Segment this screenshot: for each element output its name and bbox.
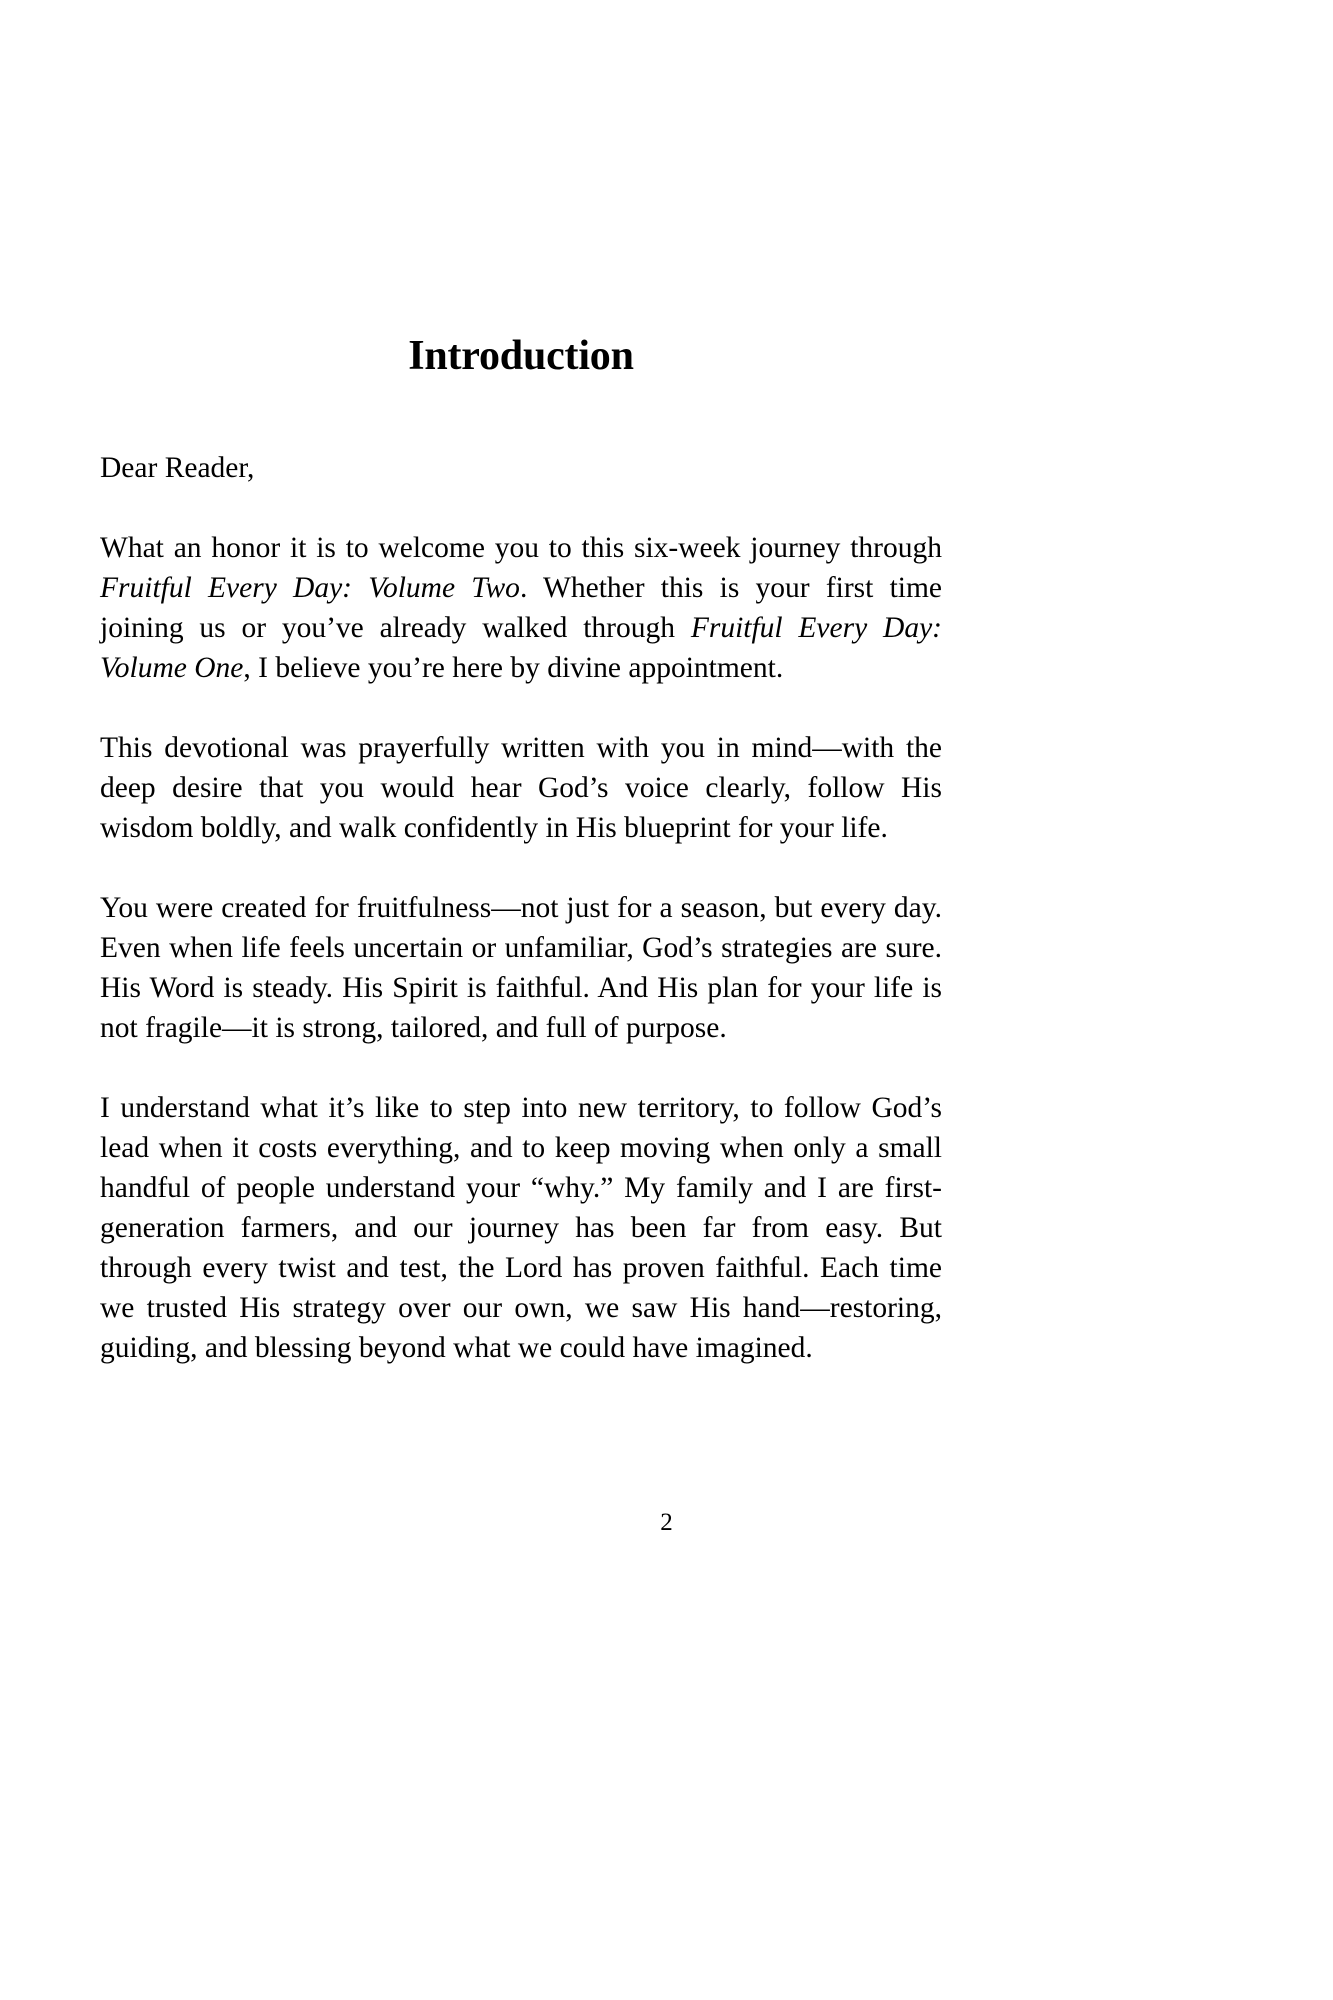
- text-run: What an honor it is to welcome you to this six-week journey through: [100, 532, 942, 565]
- page-number: 2: [660, 1509, 673, 1536]
- body-paragraph-4: [100, 1048, 942, 1368]
- text-run: , I believe you’re here by divine appointment.: [243, 652, 784, 685]
- italic-title: Fruitful Every Day: Volume Two: [100, 572, 520, 605]
- page-title: Introduction: [408, 333, 634, 379]
- body-paragraph-3: [100, 848, 942, 1048]
- body-paragraph-2: [100, 688, 942, 848]
- body-paragraph-1: [100, 488, 942, 688]
- page-content: [100, 0, 942, 1368]
- text-run: You were created for fruitfulness—not just for a season, but every day. Even when life feels uncertain or unfamiliar, God’s strategies are sure. His Word is steady. His Spirit is faithful. And His plan for your life is not fragile—it is strong, tailored, and full of purpose.: [100, 892, 942, 1045]
- text-run: This devotional was prayerfully written with you in mind—with the deep desire that you would hear God’s voice clearly, follow His wisdom boldly, and walk confidently in His blueprint for your life.: [100, 732, 942, 845]
- text-run: . Whether this is your first time joining us or you’ve already walked through: [100, 572, 943, 645]
- text-run: I understand what it’s like to step into new territory, to follow God’s lead when it costs everything, and to keep moving when only a small handful of people understand your “why.” My family and I are first-generation farmers, and our journey has been far from easy. But through every twist and test, the Lord has proven faithful. Each time we trusted His strategy over our own, we saw His hand—restoring, guiding, and blessing beyond what we could have imagined.: [100, 1092, 942, 1365]
- italic-title: Fruitful Every Day: Volume One: [100, 612, 942, 685]
- salutation-line: Dear Reader,: [100, 452, 255, 485]
